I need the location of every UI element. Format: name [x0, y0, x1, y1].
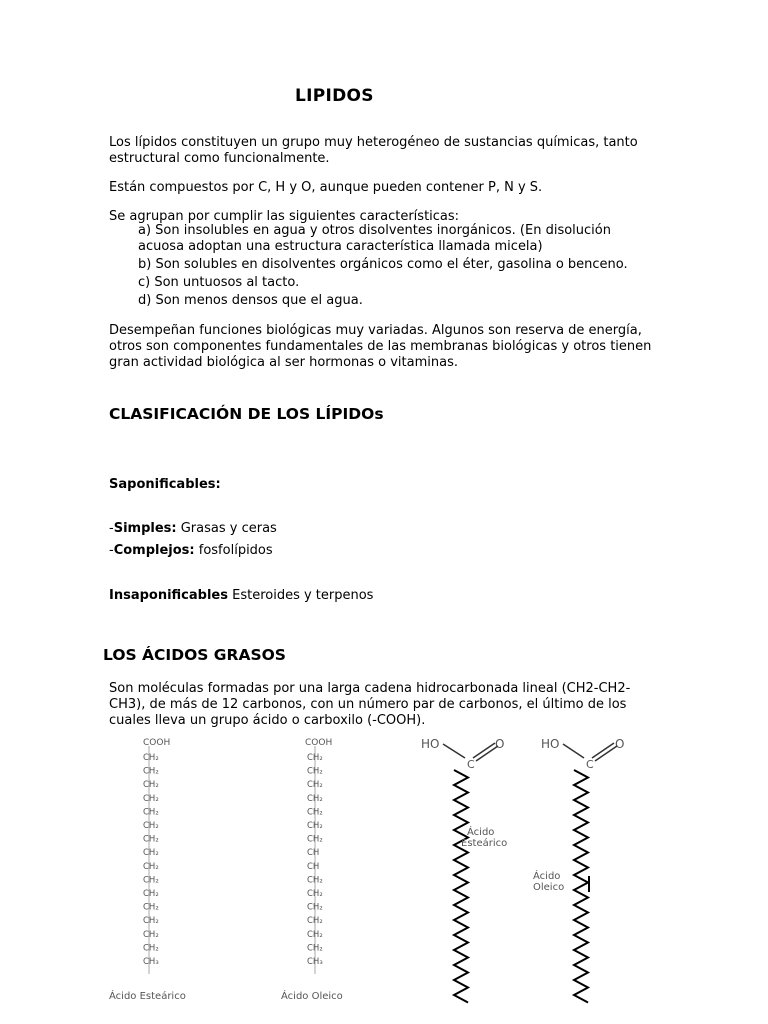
insaponifiable-value: Esteroides y terpenos — [227, 588, 374, 603]
ch2-group: CH₂ — [307, 780, 323, 791]
stearic-label-1: Ácido — [467, 827, 495, 838]
oleic-zigzag-chain — [574, 770, 588, 1003]
characteristic-a: a) Son insolubles en agua y otros disolventes inorgánicos. (En disolución acuosa adoptan una estructura característica llamada micela) — [138, 223, 611, 254]
stearic-acid-formula-column — [143, 738, 170, 974]
ch3-group: CH₃ — [143, 957, 159, 967]
stearic-ho-bond — [443, 744, 465, 758]
intro-paragraph: Los lípidos constituyen un grupo muy heterogéneo de sustancias químicas, tanto estructural como funcionalmente. — [109, 135, 638, 166]
ch2-group: CH₂ — [143, 780, 159, 791]
ch-group: CH — [307, 848, 320, 859]
ch2-group: CH₂ — [143, 929, 159, 940]
stearic-cooh: COOH — [143, 738, 171, 748]
ch2-group: CH₂ — [307, 902, 323, 913]
saponifiable-label: Saponificables: — [109, 477, 221, 492]
ch2-group: CH₂ — [307, 916, 323, 927]
ch2-group: CH₂ — [143, 821, 159, 831]
ch2-group: CH₂ — [307, 793, 323, 804]
oleic-cooh: COOH — [305, 738, 333, 748]
ch2-group: CH₂ — [143, 848, 159, 859]
ch2-group: CH₂ — [143, 834, 159, 845]
ch2-group: CH₂ — [307, 943, 323, 954]
characteristic-c: c) Son untuosos al tacto. — [138, 275, 300, 290]
ch2-group: CH₂ — [307, 875, 323, 886]
characteristics-lead: Se agrupan por cumplir las siguientes características: — [109, 209, 460, 224]
simple-value: Grasas y ceras — [176, 521, 277, 536]
characteristic-b: b) Son solubles en disolventes orgánicos como el éter, gasolina o benceno. — [138, 257, 628, 272]
simple-prefix: - — [109, 521, 114, 536]
insaponifiable-label: Insaponificables — [109, 588, 228, 603]
ch2-group: CH₂ — [143, 875, 159, 886]
ch3-group: CH₃ — [307, 957, 323, 967]
ch2-group: CH₂ — [307, 929, 323, 940]
oleic-label-2: Oleico — [533, 882, 565, 893]
fatty-acids-heading: LOS ÁCIDOS GRASOS — [103, 646, 286, 664]
ch2-group: CH₂ — [143, 753, 159, 763]
oleic-o: O — [615, 737, 625, 751]
functions-paragraph: Desempeñan funciones biológicas muy variadas. Algunos son reserva de energía, otros son componentes fundamentales de las membranas biológicas y otros tienen gran actividad biológica al ser hormonas o vitaminas. — [109, 323, 652, 370]
ch2-group: CH₂ — [307, 753, 323, 763]
ch2-group: CH₂ — [307, 834, 323, 845]
composition-paragraph: Están compuestos por C, H y O, aunque pueden contener P, N y S. — [109, 180, 543, 195]
ch2-group: CH₂ — [143, 916, 159, 927]
ch2-group: CH₂ — [143, 807, 159, 818]
complex-label: Complejos: — [113, 543, 195, 558]
ch2-group: CH₂ — [307, 821, 323, 831]
ch2-group: CH₂ — [143, 766, 159, 777]
oleic-c: C — [586, 758, 594, 771]
insaponifiable-line — [109, 588, 669, 604]
ch2-group: CH₂ — [143, 793, 159, 804]
simple-label: Simples: — [113, 521, 177, 536]
stearic-zigzag-chain — [454, 770, 468, 1003]
fatty-acid-structures-figure — [105, 732, 650, 1012]
simple-lipids-line — [109, 521, 669, 537]
ch2-group: CH₂ — [143, 902, 159, 913]
fatty-acids-paragraph: Son moléculas formadas por una larga cadena hidrocarbonada lineal (CH2-CH2-CH3), de más de 12 carbonos, con un número par de carbonos, el último de los cuales lleva un grupo ácido o carboxilo (-COOH). — [109, 681, 631, 728]
complex-value: fosfolípidos — [194, 543, 273, 558]
classification-heading: CLASIFICACIÓN DE LOS LÍPIDOs — [109, 405, 384, 423]
complex-lipids-line — [109, 543, 669, 559]
stearic-ho: HO — [421, 737, 440, 751]
ch2-group: CH₂ — [143, 861, 159, 872]
stearic-o: O — [495, 737, 505, 751]
oleic-ho: HO — [541, 737, 560, 751]
oleic-ho-bond — [563, 744, 584, 758]
ch-group: CH — [307, 861, 320, 872]
complex-prefix: - — [109, 543, 114, 558]
oleic-label-1: Ácido — [533, 871, 561, 882]
ch2-group: CH₂ — [143, 943, 159, 954]
stearic-c: C — [467, 758, 475, 771]
ch2-group: CH₂ — [143, 889, 159, 899]
ch2-group: CH₂ — [307, 889, 323, 899]
oleic-acid-formula-column — [305, 738, 332, 974]
stearic-label-2: Esteárico — [461, 838, 508, 849]
ch2-group: CH₂ — [307, 766, 323, 777]
page-title: LIPIDOS — [295, 86, 374, 106]
ch2-group: CH₂ — [307, 807, 323, 818]
stearic-bottom-label: Ácido Esteárico — [109, 991, 186, 1002]
characteristic-d: d) Son menos densos que el agua. — [138, 293, 363, 308]
oleic-bottom-label: Ácido Oleico — [281, 991, 343, 1002]
